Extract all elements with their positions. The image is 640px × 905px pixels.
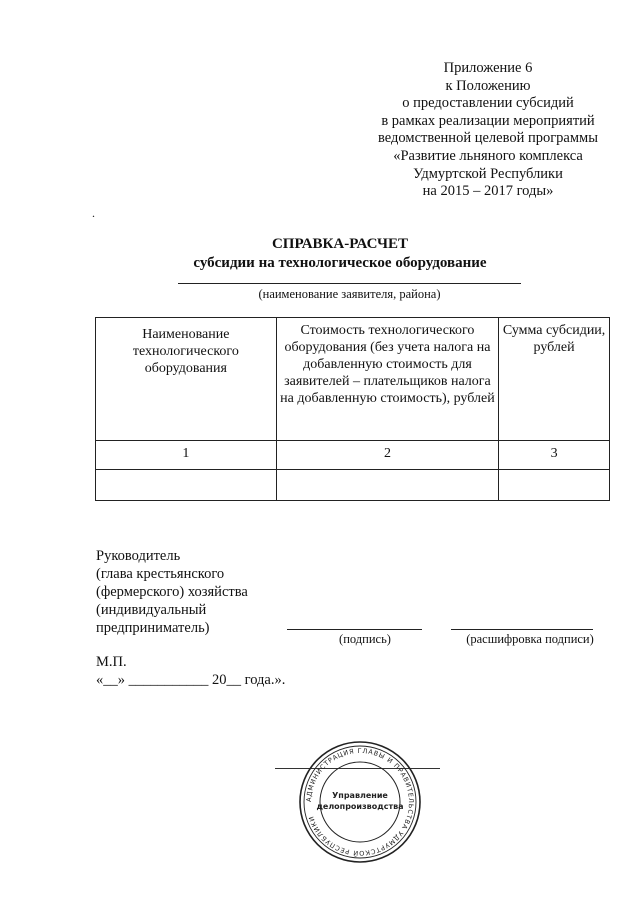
calculation-table	[95, 317, 610, 501]
table-row	[96, 470, 610, 501]
signer-line: Руководитель	[96, 548, 181, 564]
document-title: СПРАВКА-РАСЧЕТ	[271, 236, 409, 252]
table-number-row	[96, 441, 610, 470]
appendix-line: в рамках реализации мероприятий	[381, 112, 595, 129]
signer-line: предприниматель)	[96, 620, 210, 636]
table-cell	[96, 470, 277, 501]
signature-fill-line	[287, 629, 422, 630]
signer-block	[96, 547, 248, 637]
table-header-cell: Сумма субсидии, рублей	[499, 318, 610, 441]
stray-mark: .	[92, 206, 95, 220]
signature-decode-fill-line	[451, 629, 593, 630]
signature-decode-caption: (расшифровка подписи)	[466, 632, 594, 646]
seal-ring-text: АДМИНИСТРАЦИЯ ГЛАВЫ И ПРАВИТЕЛЬСТВА УДМУРТСКОЙ РЕСПУБЛИКИ	[304, 746, 416, 858]
applicant-fill-line	[178, 283, 521, 284]
seal-center-line: Управление	[332, 791, 388, 800]
table-cell	[499, 470, 610, 501]
document-subtitle: субсидии на технологическое оборудование	[193, 255, 487, 271]
appendix-line: ведомственной целевой программы	[378, 130, 598, 147]
appendix-line: «Развитие льняного комплекса	[393, 147, 583, 164]
appendix-block	[340, 60, 636, 201]
table-header-row	[96, 318, 610, 441]
seal-center-line: делопроизводства	[316, 802, 404, 811]
table-cell	[276, 470, 499, 501]
column-number-cell: 3	[499, 441, 610, 470]
signer-line: (глава крестьянского	[96, 566, 225, 582]
table-header-cell: Наименование технологического оборудования	[96, 318, 277, 441]
signer-line: (фермерского) хозяйства	[96, 584, 248, 600]
applicant-caption: (наименование заявителя, района)	[258, 287, 441, 301]
column-number-cell: 1	[96, 441, 277, 470]
signature-caption: (подпись)	[339, 632, 391, 646]
appendix-line: Приложение 6	[443, 60, 533, 76]
table-header-cell: Стоимость технологического оборудования (без учета налога на добавленную стоимость для заявителей – плательщиков налога на добавленную стоимость), рублей	[276, 318, 499, 441]
signer-line: (индивидуальный	[96, 602, 207, 618]
appendix-line: Удмуртской Республики	[413, 165, 563, 182]
column-number-cell: 2	[276, 441, 499, 470]
appendix-line: к Положению	[445, 77, 531, 94]
date-line: «__» ___________ 20__ года.».	[96, 672, 286, 688]
appendix-line: о предоставлении субсидий	[402, 95, 574, 112]
stamp-place-label: М.П.	[96, 654, 127, 670]
appendix-line: на 2015 – 2017 годы»	[422, 183, 554, 200]
official-seal	[298, 740, 422, 864]
